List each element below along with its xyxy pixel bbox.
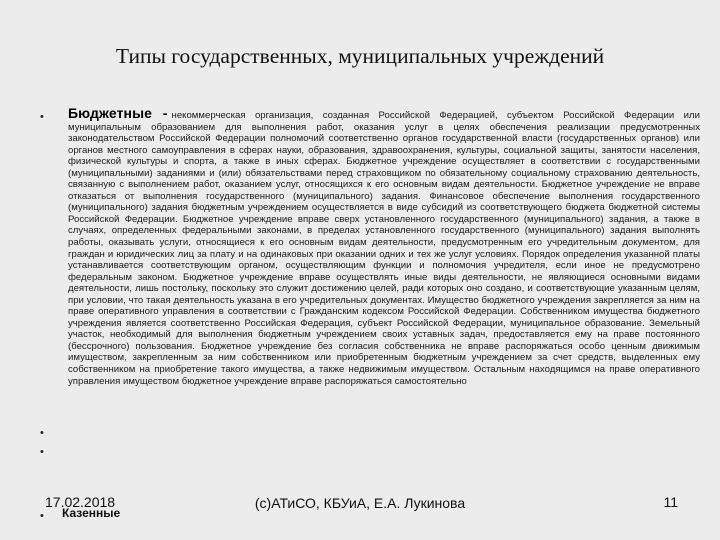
slide-title: Типы государственных, муниципальных учреждений <box>115 44 605 68</box>
bullet-empty-1: • <box>40 427 44 439</box>
budget-paragraph <box>68 105 700 387</box>
bullet-empty-2: • <box>40 446 44 458</box>
budget-definition: некоммерческая организация, созданная Российской Федерацией, субъектом Российской Федерации или муниципальным образованием для выполнения работ, оказания услуг в целях обеспечения реализации предусмотренных законодательством Российской Федерации полномочий соответственно органов государственной власти (государственных органов) или органов местного самоуправления в сферах науки, образования, здравоохранения, культуры, социальной защиты, занятости населения, физической культуры и спорта, а также в иных сферах. Бюджетное учреждение осуществляет в соответствии с государственными (муниципальными) заданиями и (или) обязательствами перед страховщиком по обязательному социальному страхованию деятельность, связанную с выполнением работ, оказанием услуг, относящихся к его основным видам деятельности. Бюджетное учреждение не вправе отказаться от выполнения государственного (муниципального) задания. Финансовое обеспечение выполнения государственного (муниципального) задания бюджетным учреждением осуществляется в виде субсидий из соответствующего бюджета бюджетной системы Российской Федерации. Бюджетное учреждение вправе сверх установленного государственного (муниципального) задания, а также в случаях, определенных федеральными законами, в пределах установленного государственного (муниципального) задания выполнять работы, оказывать услуги, относящиеся к его основным видам деятельности, предусмотренным его учредительным документом, для граждан и юридических лиц за плату и на одинаковых при оказании одних и тех же услуг условиях. Порядок определения указанной платы устанавливается соответствующим органом, осуществляющим функции и полномочия учредителя, если иное не предусмотрено федеральным законом. Бюджетное учреждение вправе осуществлять иные виды деятельности, не являющиеся основными видами деятельности, лишь постольку, поскольку это служит достижению целей, ради которых оно создано, и соответствующие указанным целям, при условии, что такая деятельность указана в его учредительных документах. Имущество бюджетного учреждения закрепляется за ним на праве оперативного управления в соответствии с Гражданским кодексом Российской Федерации. Собственником имущества бюджетного учреждения является соответственно Российская Федерация, субъект Российской Федерации, муниципальное образование. Земельный участок, необходимый для выполнения бюджетным учреждением своих уставных задач, предоставляется ему на праве постоянного (бессрочного) пользования. Бюджетное учреждение без согласия собственника не вправе распоряжаться особо ценным движимым имуществом, закрепленным за ним собственником или приобретенным бюджетным учреждением за счет средств, выделенных ему собственником на приобретение такого имущества, а также недвижимым имуществом. Остальным находящимся на праве оперативного управления имуществом бюджетное учреждение вправе распоряжаться самостоятельно <box>68 110 700 387</box>
footer-date: 17.02.2018 <box>45 494 116 510</box>
budget-term: Бюджетные - <box>68 105 168 121</box>
bullet-budget: • <box>40 111 44 123</box>
kazennye-label: Казенные <box>62 506 121 520</box>
footer-author: (с)АТиСО, КБУиА, Е.А. Лукинова <box>254 495 466 511</box>
page-number: 11 <box>663 494 678 510</box>
bullet-kazennye: • <box>40 510 44 522</box>
